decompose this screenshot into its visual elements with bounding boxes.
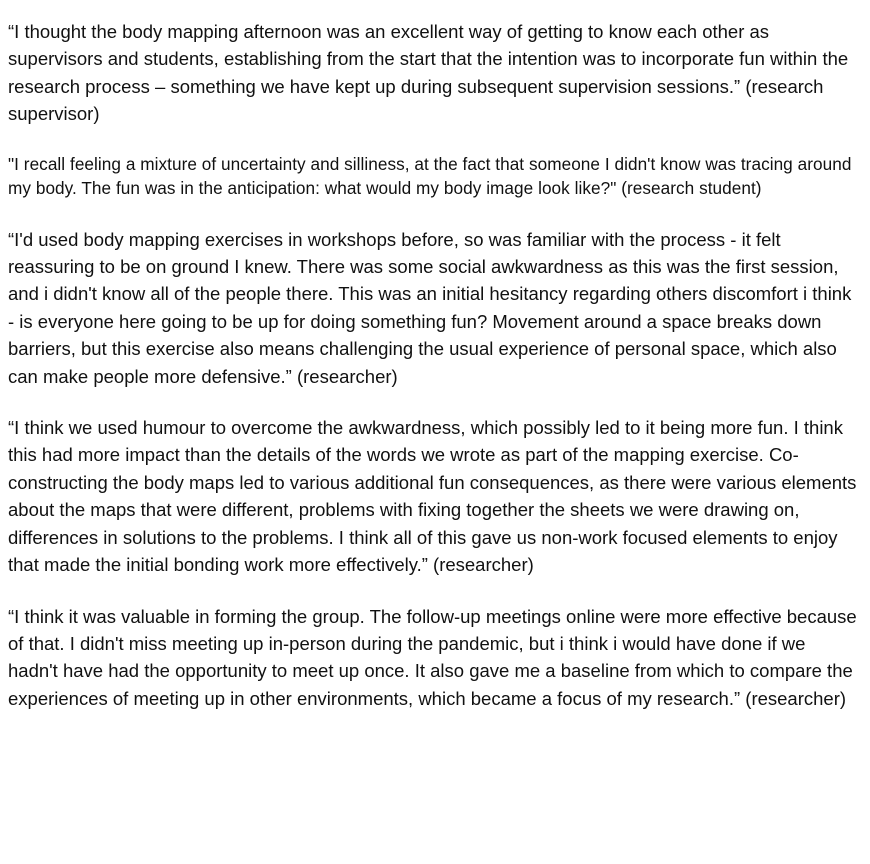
document-body — [8, 18, 858, 712]
quote-paragraph: “I'd used body mapping exercises in workshops before, so was familiar with the process - it felt reassuring to be on ground I knew. There was some social awkwardness as this was the first session, and i didn't know all of the people there. This was an initial hesitancy regarding others discomfort i think - is everyone here going to be up for doing something fun? Movement around a space breaks down barriers, but this exercise also means challenging the usual experience of personal space, which also can make people more defensive.” (researcher) — [8, 228, 852, 387]
quote-paragraph: "I recall feeling a mixture of uncertainty and silliness, at the fact that someone I didn't know was tracing around my body. The fun was in the anticipation: what would my body image look like?" (research student) — [8, 153, 852, 198]
quote-paragraph: “I think we used humour to overcome the awkwardness, which possibly led to it being more fun. I think this had more impact than the details of the words we wrote as part of the mapping exercise. Co-constructing the body maps led to various additional fun consequences, as there were various elements about the maps that were different, problems with fixing together the sheets we were drawing on, differences in solutions to the problems. I think all of this gave us non-work focused elements to enjoy that made the initial bonding work more effectively.” (researcher) — [8, 417, 857, 576]
quote-paragraph: “I think it was valuable in forming the group. The follow-up meetings online were more effective because of that. I didn't miss meeting up in-person during the pandemic, but i think i would have done if we hadn't have had the opportunity to meet up once. It also gave me a baseline from which to compare the experiences of meeting up in other environments, which became a focus of my research.” (researcher) — [8, 605, 857, 709]
quote-paragraph: “I thought the body mapping afternoon was an excellent way of getting to know each other as supervisors and students, establishing from the start that the intention was to incorporate fun within the research process – something we have kept up during subsequent supervision sessions.” (research supervisor) — [8, 21, 849, 125]
